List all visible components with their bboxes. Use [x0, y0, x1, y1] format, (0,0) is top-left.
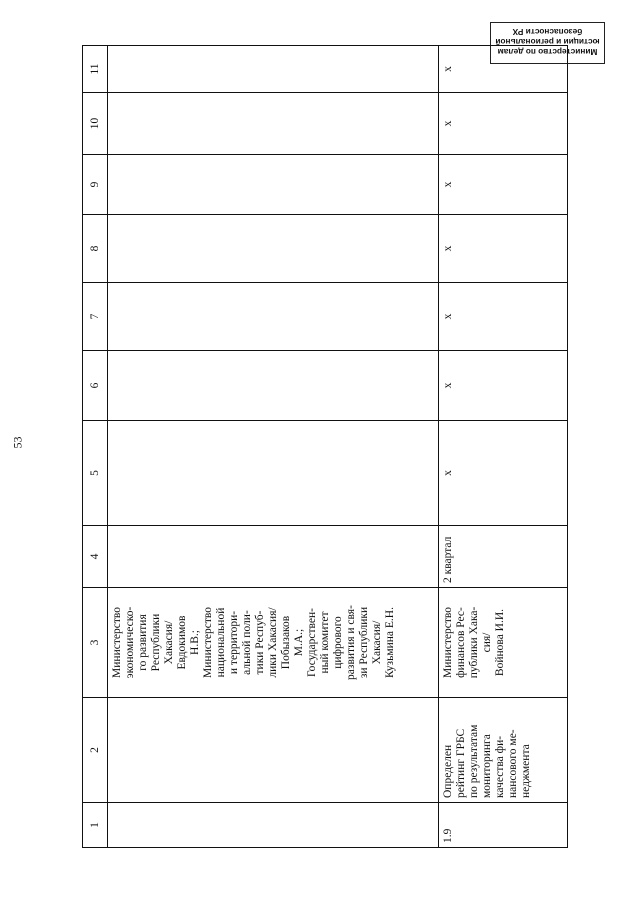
cell-line: зи Республики — [358, 606, 371, 679]
cell-line: Кузьмина Е.Н. — [384, 607, 397, 678]
cell-line: Министерство — [111, 607, 124, 678]
table-cell: х — [439, 421, 568, 526]
table-cell: х — [439, 93, 568, 155]
table-cell — [108, 46, 439, 93]
cell-line: неджмента — [520, 744, 533, 798]
responsible-cell — [439, 588, 568, 698]
cell-line: развития и свя- — [345, 605, 358, 680]
cell-line: Побызаков — [280, 615, 293, 670]
cell-line: по результатам — [468, 724, 481, 798]
rotated-table-container — [82, 46, 568, 848]
table-cell: х — [439, 351, 568, 421]
table-cell — [108, 93, 439, 155]
stamp-line: безопасности РХ — [512, 27, 583, 37]
cell-line: цифрового — [332, 616, 345, 669]
cell-line: нансового ме- — [507, 729, 520, 798]
cell-line: Н.В.; — [189, 630, 202, 655]
cell-line: альной поли- — [241, 610, 254, 675]
cell-line: Министерство — [442, 607, 455, 678]
table-cell: х — [439, 215, 568, 283]
cell-line: качества фи- — [494, 735, 507, 798]
cell-line: Государствен- — [306, 608, 319, 677]
header-cell: 1 — [83, 803, 108, 848]
table-cell — [108, 803, 439, 848]
page-number: 53 — [10, 436, 25, 449]
event-description-cell — [439, 698, 568, 803]
table-cell: х — [439, 46, 568, 93]
cell-line: экономическо- — [124, 606, 137, 679]
cell-line: тики Респуб- — [254, 610, 267, 675]
header-cell: 3 — [83, 588, 108, 698]
header-cell: 9 — [83, 155, 108, 215]
header-cell: 10 — [83, 93, 108, 155]
cell-line: и территори- — [228, 610, 241, 675]
table-cell — [108, 155, 439, 215]
header-cell: 4 — [83, 526, 108, 588]
stamp-line: Министерство по делам — [497, 47, 598, 57]
cell-line: публики Хака- — [468, 606, 481, 679]
header-cell: 6 — [83, 351, 108, 421]
header-cell: 2 — [83, 698, 108, 803]
table-header-row — [83, 46, 108, 848]
header-cell: 7 — [83, 283, 108, 351]
cell-line: лики Хакасия/ — [267, 607, 280, 678]
item-number-cell: 1.9 — [439, 803, 568, 848]
table-cell: х — [439, 283, 568, 351]
table-cell — [108, 351, 439, 421]
table-cell — [108, 215, 439, 283]
header-cell: 8 — [83, 215, 108, 283]
cell-line: сия/ — [481, 632, 494, 653]
header-cell: 5 — [83, 421, 108, 526]
table-cell — [108, 698, 439, 803]
cell-line: национальной — [215, 607, 228, 678]
cell-line: Республики — [150, 613, 163, 672]
cell-line: рейтинг ГРБС — [455, 728, 468, 798]
cell-line: Евдокимов — [176, 615, 189, 670]
cell-line: Определен — [442, 744, 455, 798]
cell-line: Хакасия/ — [371, 620, 384, 665]
header-cell: 11 — [83, 46, 108, 93]
cell-line: Хакасия/ — [163, 620, 176, 665]
stamp-line: юстиции и региональной — [495, 37, 600, 47]
table-row — [108, 46, 439, 848]
table-cell: х — [439, 155, 568, 215]
cell-line: Войнова И.И. — [494, 608, 507, 677]
plan-table — [82, 45, 568, 848]
cell-line: финансов Рес- — [455, 607, 468, 678]
table-cell — [108, 421, 439, 526]
deadline-cell: 2 квартал — [439, 526, 568, 588]
table-cell — [108, 526, 439, 588]
cell-line: ный комитет — [319, 611, 332, 674]
cell-line: го развития — [137, 614, 150, 671]
cell-line: мониторинга — [481, 734, 494, 798]
responsible-cell — [108, 588, 439, 698]
cell-line: М.А.; — [293, 628, 306, 657]
table-row — [439, 46, 568, 848]
cell-line: Министерство — [202, 607, 215, 678]
table-cell — [108, 283, 439, 351]
